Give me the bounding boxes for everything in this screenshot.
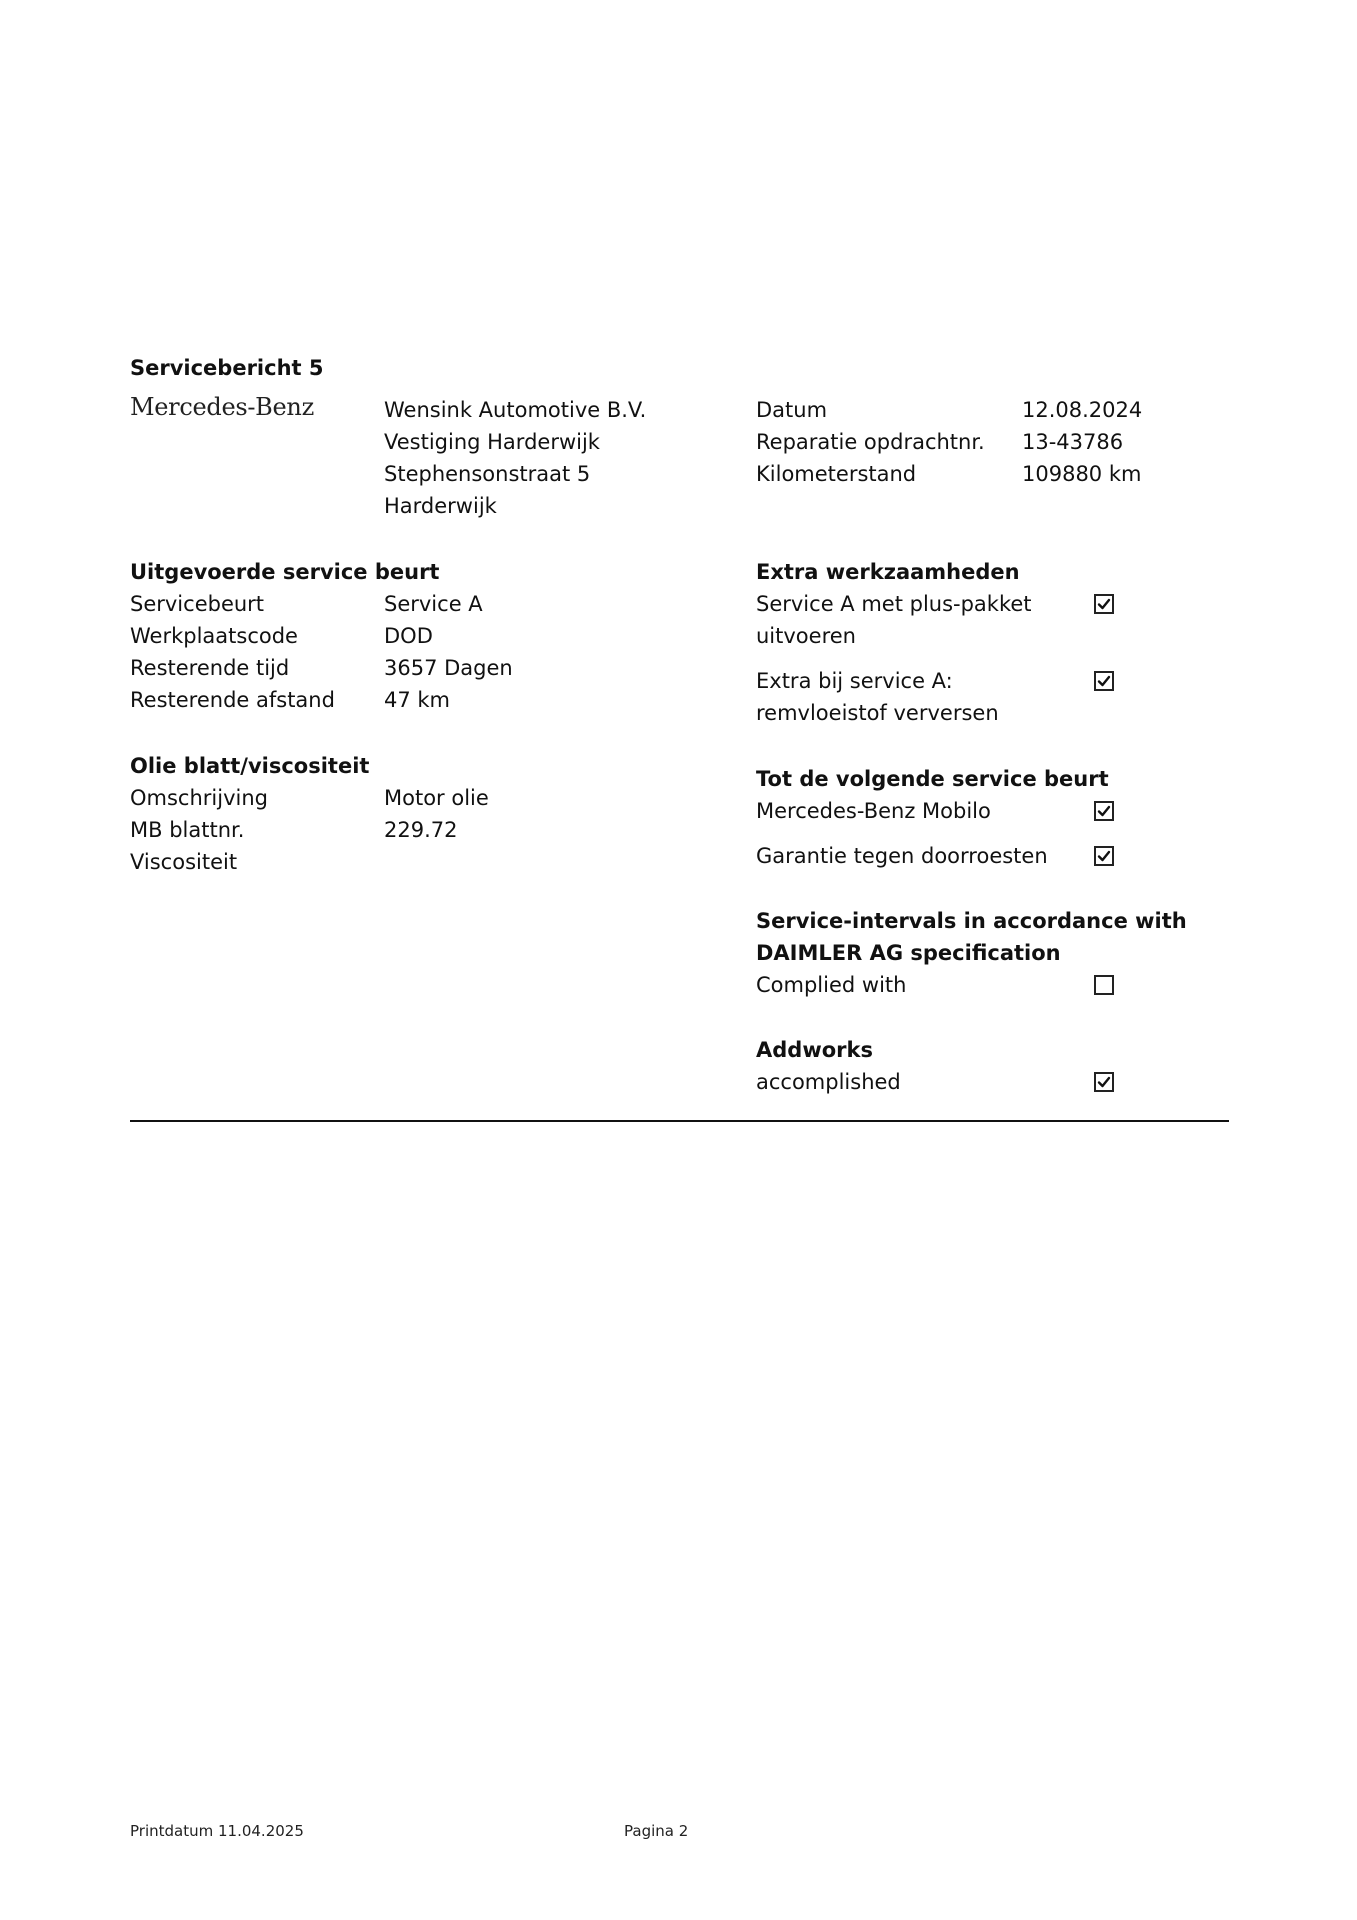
- extra-item-checkbox[interactable]: [1094, 671, 1114, 691]
- km-value: 109880 km: [1022, 462, 1142, 486]
- checkmark-icon: [1097, 1075, 1111, 1089]
- service-row-label: Werkplaatscode: [130, 624, 298, 648]
- oil-heading: Olie blatt/viscositeit: [130, 754, 370, 778]
- extra-item-line2: remvloeistof verversen: [756, 701, 999, 725]
- oil-row-label: Omschrijving: [130, 786, 268, 810]
- oil-row-label: Viscositeit: [130, 850, 238, 874]
- extra-heading: Extra werkzaamheden: [756, 560, 1020, 584]
- checkmark-icon: [1097, 674, 1111, 688]
- brand-logo-text: Mercedes-Benz: [130, 393, 314, 421]
- intervals-heading-line1: Service-intervals in accordance with: [756, 909, 1187, 933]
- intervals-item-label: Complied with: [756, 973, 907, 997]
- footer-printdate: Printdatum 11.04.2025: [130, 1822, 304, 1840]
- next-service-item-checkbox[interactable]: [1094, 846, 1114, 866]
- service-row-label: Servicebeurt: [130, 592, 265, 616]
- next-service-item-label: Mercedes-Benz Mobilo: [756, 799, 991, 823]
- service-row-label: Resterende afstand: [130, 688, 335, 712]
- addworks-checkbox[interactable]: [1094, 1072, 1114, 1092]
- next-service-heading: Tot de volgende service beurt: [756, 767, 1109, 791]
- checkmark-icon: [1097, 849, 1111, 863]
- km-label: Kilometerstand: [756, 462, 917, 486]
- service-row-value: 3657 Dagen: [384, 656, 513, 680]
- checkmark-icon: [1097, 804, 1111, 818]
- report-title: Servicebericht 5: [130, 356, 324, 380]
- service-row-label: Resterende tijd: [130, 656, 290, 680]
- service-heading: Uitgevoerde service beurt: [130, 560, 440, 584]
- intervals-checkbox[interactable]: [1094, 975, 1114, 995]
- footer-page-number: Pagina 2: [624, 1822, 689, 1840]
- datum-label: Datum: [756, 398, 828, 422]
- oil-row-value: Motor olie: [384, 786, 489, 810]
- service-row-value: Service A: [384, 592, 483, 616]
- next-service-item-label: Garantie tegen doorroesten: [756, 844, 1048, 868]
- extra-item-checkbox[interactable]: [1094, 594, 1114, 614]
- dealer-street: Stephensonstraat 5: [384, 462, 591, 486]
- section-divider: [130, 1120, 1229, 1122]
- oil-row-value: 229.72: [384, 818, 458, 842]
- addworks-item-label: accomplished: [756, 1070, 901, 1094]
- dealer-name: Wensink Automotive B.V.: [384, 398, 647, 422]
- extra-item-line2: uitvoeren: [756, 624, 856, 648]
- datum-value: 12.08.2024: [1022, 398, 1143, 422]
- order-label: Reparatie opdrachtnr.: [756, 430, 985, 454]
- service-row-value: DOD: [384, 624, 433, 648]
- service-row-value: 47 km: [384, 688, 451, 712]
- intervals-heading-line2: DAIMLER AG specification: [756, 941, 1061, 965]
- dealer-branch: Vestiging Harderwijk: [384, 430, 600, 454]
- checkmark-icon: [1097, 597, 1111, 611]
- oil-row-label: MB blattnr.: [130, 818, 245, 842]
- addworks-heading: Addworks: [756, 1038, 873, 1062]
- dealer-city: Harderwijk: [384, 494, 497, 518]
- next-service-item-checkbox[interactable]: [1094, 801, 1114, 821]
- extra-item-line1: Extra bij service A:: [756, 669, 953, 693]
- order-value: 13-43786: [1022, 430, 1124, 454]
- extra-item-line1: Service A met plus-pakket: [756, 592, 1032, 616]
